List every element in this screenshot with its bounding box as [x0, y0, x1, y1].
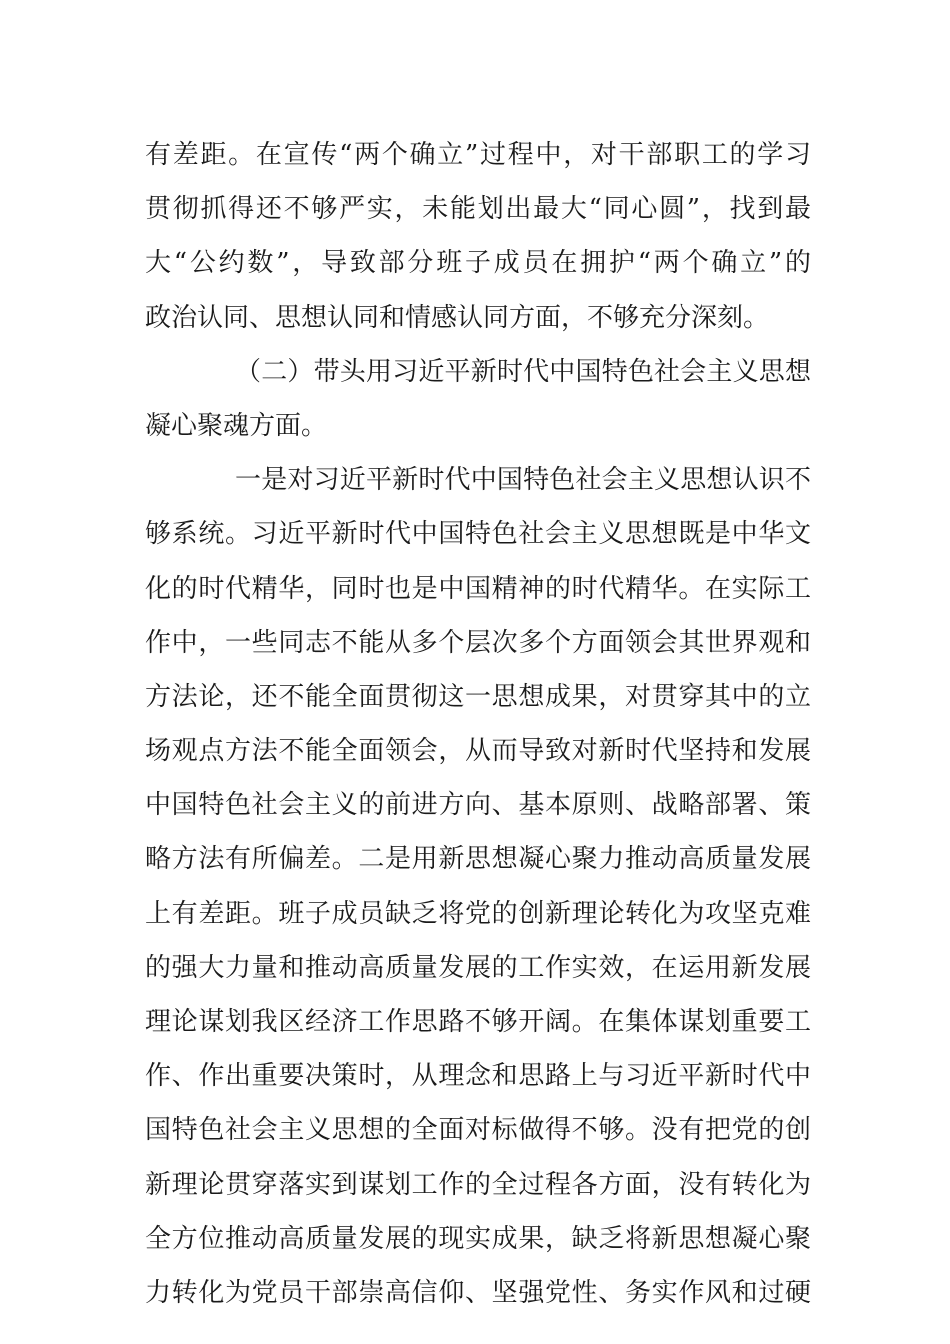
text-line: 理论谋划我区经济工作思路不够开阔。在集体谋划重要工 [145, 1007, 811, 1037]
text-line: 场观点方法不能全面领会，从而导致对新时代坚持和发展 [145, 736, 811, 767]
text-line: 方法论，还不能全面贯彻这一思想成果，对贯穿其中的立 [145, 681, 811, 712]
text-line: 上有差距。班子成员缺乏将党的创新理论转化为攻坚克难 [145, 898, 811, 929]
text-line: 有差距。在宣传“两个确立”过程中，对干部职工的学习 [145, 140, 811, 170]
text-line: 贯彻抓得还不够严实，未能划出最大“同心圆”，找到最 [145, 194, 811, 225]
text-line: 中国特色社会主义的前进方向、基本原则、战略部署、策 [145, 790, 811, 821]
text-line: 一是对习近平新时代中国特色社会主义思想认识不 [235, 465, 811, 496]
text-line: 大“公约数”，导致部分班子成员在拥护“两个确立”的 [145, 248, 811, 279]
section-heading-line: 凝心聚魂方面。 [145, 410, 328, 441]
text-line: 够系统。习近平新时代中国特色社会主义思想既是中华文 [145, 519, 811, 550]
text-line: 新理论贯穿落实到谋划工作的全过程各方面，没有转化为 [145, 1169, 811, 1200]
text-line: 作、作出重要决策时，从理念和思路上与习近平新时代中 [145, 1061, 811, 1092]
text-line: 的强大力量和推动高质量发展的工作实效，在运用新发展 [145, 952, 811, 983]
text-line: 略方法有所偏差。二是用新思想凝心聚力推动高质量发展 [145, 844, 811, 875]
text-line: 作中，一些同志不能从多个层次多个方面领会其世界观和 [145, 627, 811, 658]
text-line: 化的时代精华，同时也是中国精神的时代精华。在实际工 [145, 573, 811, 604]
text-line: 力转化为党员干部崇高信仰、坚强党性、务实作风和过硬 [145, 1277, 811, 1308]
section-heading-line: （二）带头用习近平新时代中国特色社会主义思想 [235, 356, 811, 387]
text-line: 全方位推动高质量发展的现实成果，缺乏将新思想凝心聚 [145, 1223, 811, 1254]
document-body [145, 128, 811, 1320]
text-line: 国特色社会主义思想的全面对标做得不够。没有把党的创 [145, 1115, 811, 1146]
text-line: 政治认同、思想认同和情感认同方面，不够充分深刻。 [145, 302, 770, 333]
